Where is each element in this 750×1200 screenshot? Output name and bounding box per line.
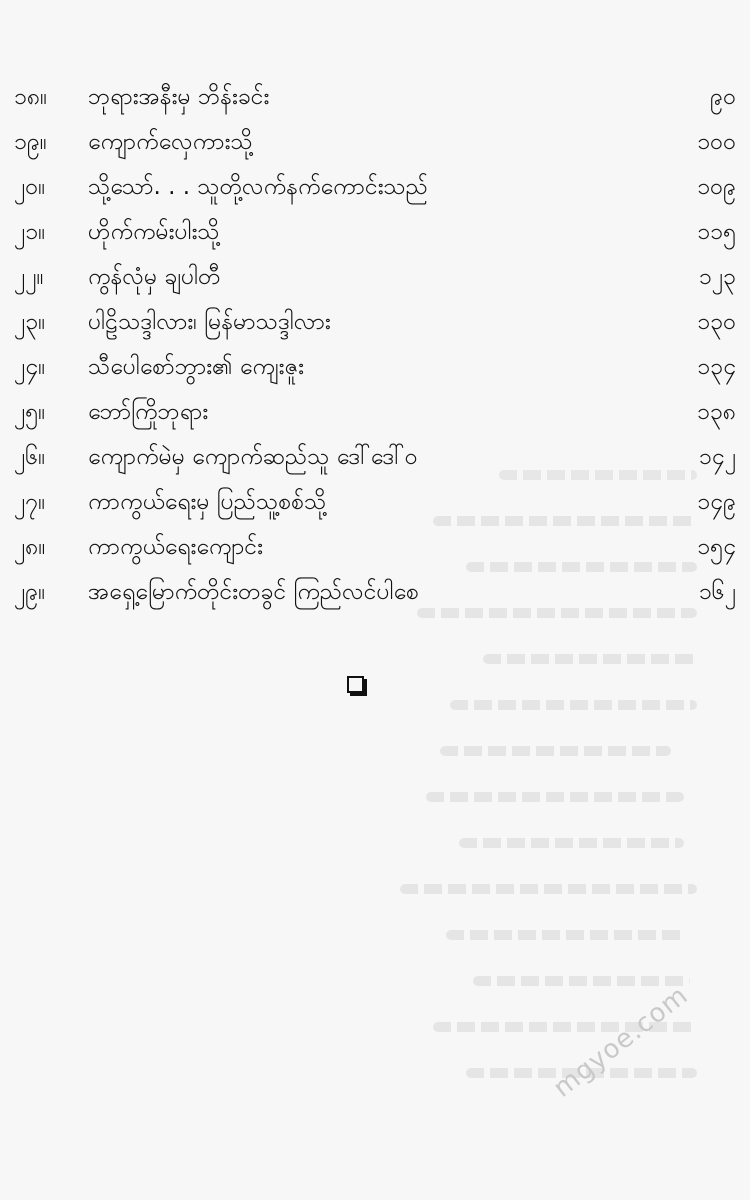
toc-entry-number: ၁၉။ [14, 129, 47, 155]
toc-entry[interactable] [0, 391, 750, 436]
toc-entry[interactable] [0, 76, 750, 121]
table-of-contents [0, 76, 750, 616]
toc-entry-page: ၁၃၄ [697, 354, 736, 380]
toc-entry-number: ၂၄။ [14, 354, 46, 380]
toc-entry-title: ကာကွယ်ရေးကျောင်း [88, 534, 264, 560]
toc-entry-number: ၁၈။ [14, 84, 48, 110]
toc-entry-page: ၁၅၄ [697, 534, 736, 560]
toc-entry-page: ၁၀၀ [697, 129, 736, 155]
toc-entry[interactable] [0, 301, 750, 346]
toc-entry[interactable] [0, 121, 750, 166]
toc-entry-title: ကွန်လုံမှ ချပါတီ [88, 264, 221, 290]
toc-entry-title: သို့သော်. . . သူတို့လက်နက်ကောင်းသည် [88, 174, 429, 200]
toc-entry[interactable] [0, 346, 750, 391]
toc-entry[interactable] [0, 256, 750, 301]
toc-entry[interactable] [0, 526, 750, 571]
toc-entry-page: ၁၂၃ [698, 264, 736, 290]
toc-entry-number: ၂၇။ [14, 489, 46, 515]
watermark: mgyoe.com [548, 980, 695, 1104]
toc-entry-number: ၂၀။ [14, 174, 46, 200]
toc-entry[interactable] [0, 436, 750, 481]
toc-entry[interactable] [0, 166, 750, 211]
toc-entry-title: ပါဠိသဒ္ဒါလား၊ မြန်မာသဒ္ဒါလား [88, 309, 331, 335]
toc-entry-page: ၁၃၀ [697, 309, 736, 335]
toc-entry-title: ကျောက်လှေကားသို့ [88, 129, 253, 155]
toc-entry-number: ၂၃။ [14, 309, 46, 335]
toc-entry-page: ၁၄၂ [698, 444, 736, 470]
toc-entry-page: ၁၄၉ [697, 489, 736, 515]
toc-entry-number: ၂၆။ [14, 444, 46, 470]
toc-entry-page: ၁၀၉ [697, 174, 736, 200]
toc-entry-number: ၂၁။ [14, 219, 46, 245]
toc-entry-title: ကာကွယ်ရေးမှ ပြည်သူ့စစ်သို့ [88, 489, 327, 515]
toc-entry[interactable] [0, 571, 750, 616]
toc-entry-number: ၂၅။ [14, 399, 46, 425]
toc-entry-number: ၂၉။ [14, 579, 46, 605]
square-end-mark-icon [347, 676, 364, 693]
toc-entry-title: ဟိုက်ကမ်းပါးသို့ [88, 219, 220, 245]
toc-entry-title: ဘုရားအနီးမှ ဘိန်းခင်း [88, 84, 270, 110]
toc-entry-page: ၁၃၈ [696, 399, 736, 425]
toc-entry-number: ၂၈။ [14, 534, 46, 560]
toc-entry-page: ၉၀ [710, 84, 736, 110]
toc-entry-title: အရှေ့မြောက်တိုင်းတခွင် ကြည်လင်ပါစေ [88, 579, 419, 605]
toc-entry-number: ၂၂။ [14, 264, 44, 290]
toc-entry-page: ၁၆၂ [698, 579, 736, 605]
toc-entry-title: ဘော်ကြိုဘုရား [88, 399, 209, 425]
toc-entry-title: ကျောက်မဲမှ ကျောက်ဆည်သူ ဒေါ်ဒေါ်ဝ [88, 444, 418, 470]
toc-entry[interactable] [0, 481, 750, 526]
toc-entry-title: သီပေါစော်ဘွား၏ ကျေးဇူး [88, 354, 304, 380]
toc-entry-page: ၁၁၅ [697, 219, 736, 245]
toc-entry[interactable] [0, 211, 750, 256]
